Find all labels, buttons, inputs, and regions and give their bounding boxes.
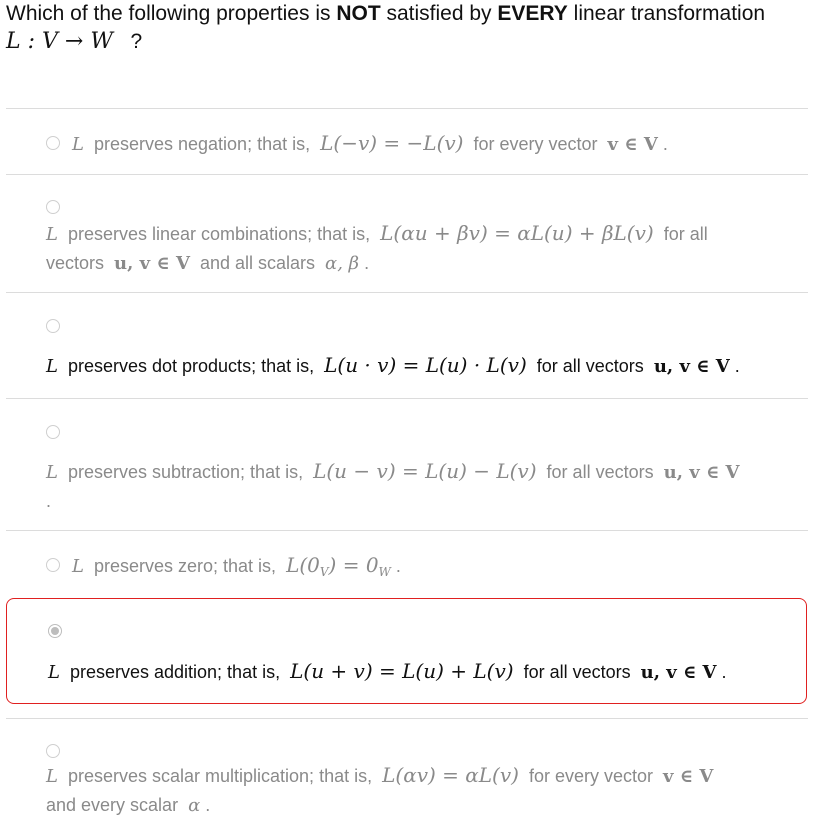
option-3-radio[interactable] <box>46 319 60 333</box>
option-6-radio[interactable] <box>48 624 62 638</box>
divider <box>6 174 808 175</box>
option-2[interactable]: L preserves linear combinations; that is, L(αu + βv) = αL(u) + βL(v) for all vectors u, v ∈ V and all scalars α, β . <box>46 221 708 274</box>
question-map: L : V → W <box>6 29 113 54</box>
divider <box>6 108 808 109</box>
divider <box>6 530 808 531</box>
question-text: Which of the following properties is NOT satisfied by EVERY linear transformation L : V → W ? <box>6 2 766 54</box>
option-4[interactable]: L preserves subtraction; that is, L(u − v) = L(u) − L(v) for all vectors u, v ∈ V . <box>46 459 740 511</box>
option-2-radio[interactable] <box>46 200 60 214</box>
option-4-radio[interactable] <box>46 425 60 439</box>
option-5[interactable]: L preserves zero; that is, $L(0_V) = 0_W$ . <box>72 553 401 579</box>
option-6[interactable]: L preserves addition; that is, L(u + v) = L(u) + L(v) for all vectors u, v ∈ V . <box>48 659 727 683</box>
option-1-radio[interactable] <box>46 136 60 150</box>
option-1[interactable]: L preserves negation; that is, L(−v) = −L(v) for every vector v ∈ V . <box>72 131 668 155</box>
divider <box>6 718 808 719</box>
option-7[interactable]: L preserves scalar multiplication; that is, L(αv) = αL(v) for every vector v ∈ V and every scalar α . <box>46 763 714 816</box>
selected-answer-highlight <box>6 598 807 704</box>
option-3[interactable]: L preserves dot products; that is, L(u · v) = L(u) · L(v) for all vectors u, v ∈ V . <box>46 353 740 377</box>
option-5-radio[interactable] <box>46 558 60 572</box>
divider <box>6 398 808 399</box>
divider <box>6 292 808 293</box>
option-7-radio[interactable] <box>46 744 60 758</box>
